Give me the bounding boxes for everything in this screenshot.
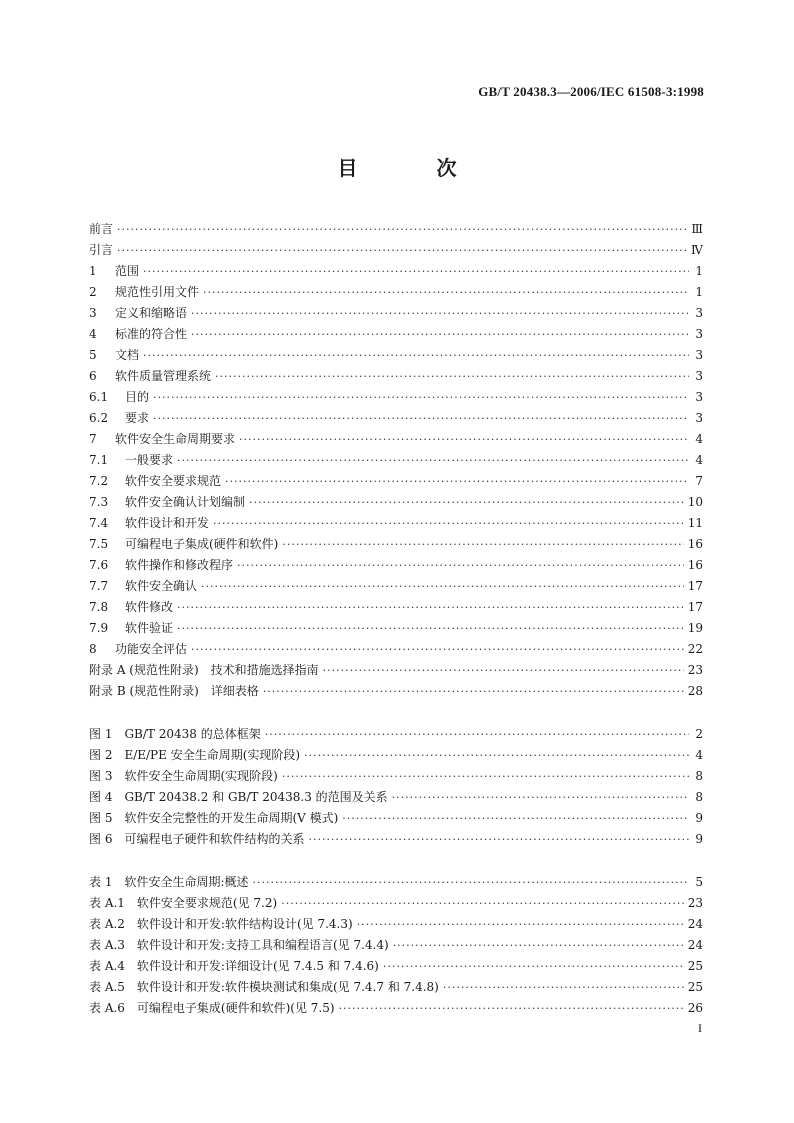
toc-entry-label: 软件质量管理系统	[115, 369, 212, 383]
toc-entry	[89, 829, 703, 850]
toc-entry-page: 22	[687, 642, 703, 656]
toc-entry-page: 7	[695, 474, 703, 488]
toc-entry-label: 图 6 可编程电子硬件和软件结构的关系	[89, 832, 305, 846]
toc-entry-label: 附录 A (规范性附录) 技术和措施选择指南	[89, 663, 319, 677]
dot-leader	[323, 660, 684, 681]
toc-entry	[89, 724, 703, 745]
toc-entry-number: 7.4	[89, 516, 109, 530]
toc-entry-label: 软件安全生命周期要求	[115, 432, 236, 446]
toc-entry-page: 3	[695, 390, 703, 404]
toc-entry-label: 功能安全评估	[115, 642, 188, 656]
dot-leader	[177, 450, 689, 471]
toc-entry	[89, 893, 703, 914]
toc-entry-label: 表 1 软件安全生命周期:概述	[89, 875, 249, 889]
toc-entry	[89, 787, 703, 808]
toc-entry-number: 7.3	[89, 495, 109, 509]
toc-entry-number: 1	[89, 264, 97, 278]
toc-entry	[89, 766, 703, 787]
dot-leader	[383, 956, 684, 977]
toc-entry-number: 7.9	[89, 621, 109, 635]
toc-entry-number: 6.1	[89, 390, 109, 404]
toc-entry	[89, 872, 703, 893]
toc-entry-page: 16	[687, 537, 703, 551]
toc-entry	[89, 471, 703, 492]
toc-entry-number: 6	[89, 369, 97, 383]
dot-leader	[282, 766, 689, 787]
dot-leader	[392, 787, 689, 808]
toc-entry	[89, 660, 703, 681]
dot-leader	[177, 618, 684, 639]
toc-entry-page: 25	[687, 959, 703, 973]
toc-entry	[89, 261, 703, 282]
toc-entry-page: 9	[695, 832, 703, 846]
dot-leader	[191, 639, 684, 660]
toc-entry-page: 11	[687, 516, 703, 530]
toc-entry	[89, 576, 703, 597]
toc-entry-page: 4	[695, 453, 703, 467]
dot-leader	[308, 829, 689, 850]
dot-leader	[117, 240, 687, 261]
dot-leader	[143, 345, 689, 366]
dot-leader	[282, 534, 683, 555]
toc-entry-page: 3	[695, 369, 703, 383]
page-number: I	[698, 1021, 702, 1035]
toc-entry	[89, 977, 703, 998]
toc-entry-page: 16	[687, 558, 703, 572]
toc-entry-page: 19	[687, 621, 703, 635]
toc-entry-page: 9	[695, 811, 703, 825]
dot-leader	[253, 872, 690, 893]
dot-leader	[265, 724, 689, 745]
toc-entry-label: 附录 B (规范性附录) 详细表格	[89, 684, 259, 698]
toc-entry-label: 范围	[115, 264, 140, 278]
toc-entry-page: 23	[687, 896, 703, 910]
table-of-contents	[89, 219, 703, 702]
toc-entry	[89, 492, 703, 513]
dot-leader	[201, 576, 684, 597]
toc-entry	[89, 303, 703, 324]
toc-entry-page: 1	[695, 264, 703, 278]
dot-leader	[249, 492, 684, 513]
dot-leader	[191, 324, 689, 345]
toc-entry-label: 表 A.3 软件设计和开发:支持工具和编程语言(见 7.4.4)	[89, 938, 389, 952]
toc-entry-number: 6.2	[89, 411, 109, 425]
toc-entry-label: 软件操作和修改程序	[125, 558, 234, 572]
toc-entry	[89, 597, 703, 618]
toc-entry-page: 3	[695, 327, 703, 341]
toc-entry	[89, 219, 703, 240]
toc-entry-page: 8	[695, 790, 703, 804]
toc-entry-label: 软件设计和开发	[125, 516, 210, 530]
toc-entry-page: 24	[687, 938, 703, 952]
dot-leader	[143, 261, 689, 282]
toc-entry-page: 17	[687, 600, 703, 614]
toc-entry-number: 3	[89, 306, 97, 320]
dot-leader	[239, 429, 689, 450]
toc-entry-page: 5	[695, 875, 703, 889]
toc-entry	[89, 745, 703, 766]
dot-leader	[225, 471, 689, 492]
toc-entry-label: 定义和缩略语	[115, 306, 188, 320]
toc-entry	[89, 998, 703, 1019]
toc-entry-label: 表 A.5 软件设计和开发:软件模块测试和集成(见 7.4.7 和 7.4.8)	[89, 980, 439, 994]
dot-leader	[342, 808, 689, 829]
dot-leader	[281, 893, 684, 914]
page-title: 目 次	[337, 156, 493, 180]
toc-entry	[89, 387, 703, 408]
toc-entry-label: 表 A.6 可编程电子集成(硬件和软件)(见 7.5)	[89, 1001, 335, 1015]
dot-leader	[215, 366, 689, 387]
dot-leader	[237, 555, 684, 576]
toc-entry	[89, 450, 703, 471]
toc-entry-page: 26	[687, 1001, 703, 1015]
dot-leader	[357, 914, 684, 935]
toc-entry-page: 25	[687, 980, 703, 994]
toc-entry-label: 表 A.4 软件设计和开发:详细设计(见 7.4.5 和 7.4.6)	[89, 959, 379, 973]
toc-entry-page: 3	[695, 411, 703, 425]
toc-entry-number: 7	[89, 432, 97, 446]
toc-entry-page: 10	[687, 495, 703, 509]
dot-leader	[443, 977, 684, 998]
toc-entry-label: 图 1 GB/T 20438 的总体框架	[89, 727, 261, 741]
toc-entry	[89, 935, 703, 956]
toc-entry-number: 7.7	[89, 579, 109, 593]
toc-entry-page: 4	[695, 748, 703, 762]
toc-entry	[89, 914, 703, 935]
toc-entry-label: 软件安全要求规范	[125, 474, 222, 488]
toc-entry	[89, 429, 703, 450]
toc-entry	[89, 639, 703, 660]
toc-entry-page: Ⅳ	[691, 243, 703, 257]
toc-entry-label: 引言	[89, 243, 114, 257]
toc-entry-label: 目的	[125, 390, 150, 404]
toc-entry-number: 8	[89, 642, 97, 656]
toc-entry-label: 图 3 软件安全生命周期(实现阶段)	[89, 769, 278, 783]
toc-entry-number: 7.5	[89, 537, 109, 551]
dot-leader	[339, 998, 684, 1019]
dot-leader	[117, 219, 687, 240]
list-of-figures	[89, 724, 703, 850]
list-of-tables	[89, 872, 703, 1019]
toc-entry-label: 前言	[89, 222, 114, 236]
toc-entry	[89, 345, 703, 366]
toc-entry-number: 7.1	[89, 453, 109, 467]
toc-entry-label: 可编程电子集成(硬件和软件)	[125, 537, 279, 551]
toc-entry	[89, 618, 703, 639]
dot-leader	[203, 282, 689, 303]
dot-leader	[153, 408, 689, 429]
toc-entry	[89, 534, 703, 555]
toc-entry-label: 表 A.1 软件安全要求规范(见 7.2)	[89, 896, 278, 910]
toc-entry	[89, 366, 703, 387]
toc-entry-label: 软件验证	[125, 621, 174, 635]
toc-entry-page: Ⅲ	[691, 222, 703, 236]
toc-entry-label: 要求	[125, 411, 150, 425]
toc-entry	[89, 282, 703, 303]
toc-entry-page: 17	[687, 579, 703, 593]
toc-entry-label: 图 2 E/E/PE 安全生命周期(实现阶段)	[89, 748, 301, 762]
toc-entry	[89, 324, 703, 345]
dot-leader	[304, 745, 689, 766]
toc-entry-label: 文档	[115, 348, 140, 362]
toc-entry	[89, 808, 703, 829]
toc-entry-number: 4	[89, 327, 97, 341]
toc-entry-page: 1	[695, 285, 703, 299]
toc-entry-page: 8	[695, 769, 703, 783]
dot-leader	[263, 681, 684, 702]
toc-entry	[89, 555, 703, 576]
toc-entry-number: 5	[89, 348, 97, 362]
toc-entry-number: 7.2	[89, 474, 109, 488]
toc-entry-label: 图 5 软件安全完整性的开发生命周期(V 模式)	[89, 811, 339, 825]
toc-entry-number: 7.6	[89, 558, 109, 572]
toc-entry-page: 28	[687, 684, 703, 698]
dot-leader	[393, 935, 684, 956]
toc-entry-label: 表 A.2 软件设计和开发:软件结构设计(见 7.4.3)	[89, 917, 353, 931]
toc-entry-label: 软件安全确认计划编制	[125, 495, 246, 509]
toc-entry-number: 7.8	[89, 600, 109, 614]
toc-entry-page: 2	[695, 727, 703, 741]
dot-leader	[153, 387, 689, 408]
toc-entry-label: 图 4 GB/T 20438.2 和 GB/T 20438.3 的范围及关系	[89, 790, 388, 804]
toc-entry-page: 3	[695, 348, 703, 362]
toc-entry	[89, 240, 703, 261]
toc-entry-page: 3	[695, 306, 703, 320]
toc-entry-page: 23	[687, 663, 703, 677]
toc-entry	[89, 513, 703, 534]
toc-entry-page: 4	[695, 432, 703, 446]
dot-leader	[177, 597, 684, 618]
toc-entry-label: 标准的符合性	[115, 327, 188, 341]
standard-code: GB/T 20438.3—2006/IEC 61508-3:1998	[478, 84, 704, 99]
dot-leader	[191, 303, 689, 324]
toc-entry	[89, 681, 703, 702]
toc-entry-label: 软件安全确认	[125, 579, 198, 593]
toc-entry	[89, 408, 703, 429]
toc-entry	[89, 956, 703, 977]
toc-entry-number: 2	[89, 285, 97, 299]
dot-leader	[213, 513, 684, 534]
toc-entry-label: 规范性引用文件	[115, 285, 200, 299]
toc-entry-label: 软件修改	[125, 600, 174, 614]
toc-entry-label: 一般要求	[125, 453, 174, 467]
toc-entry-page: 24	[687, 917, 703, 931]
